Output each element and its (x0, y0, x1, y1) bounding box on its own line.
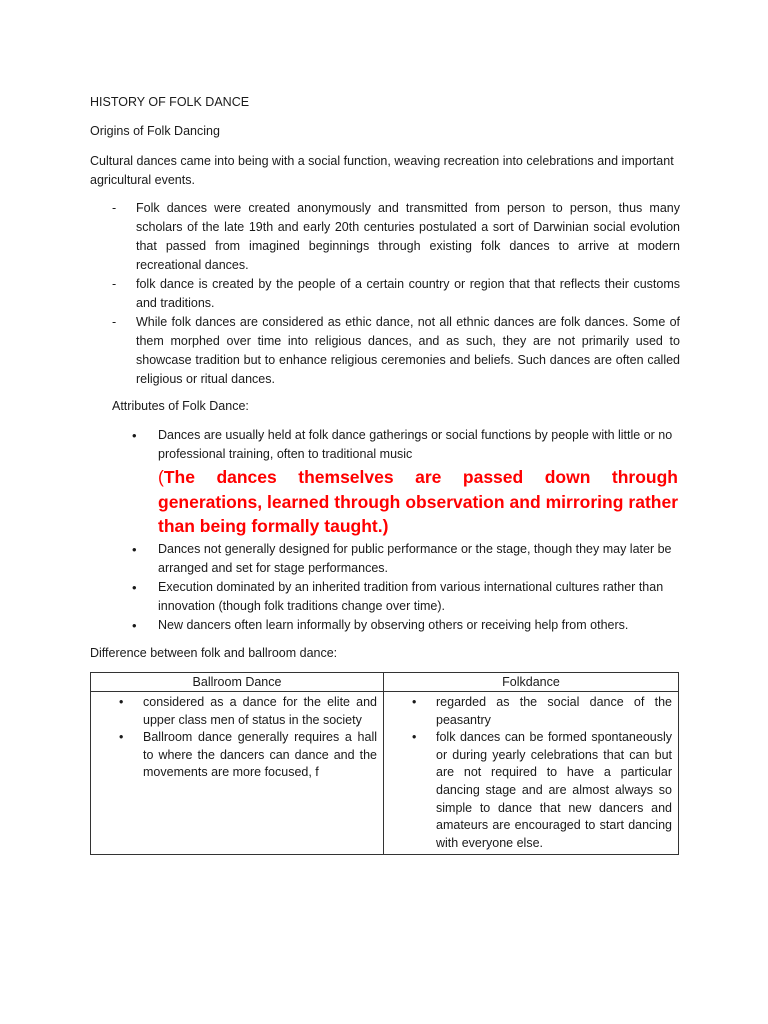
list-item: • Dances are usually held at folk dance gatherings or social functions by people with little or no professional training, often to traditional music (90, 426, 678, 464)
column-header-folkdance: Folkdance (384, 673, 679, 692)
list-item: • New dancers often learn informally by observing others or receiving help from others. (90, 616, 678, 635)
highlight-text: The dances themselves are passed down through generations, learned through observation and mirroring rather than being formally taught.) (158, 467, 678, 536)
list-item: • folk dances can be formed spontaneously or during yearly celebrations that can but are not required to have a particular dancing stage and are almost always so simple to dance that new dancers and amateurs are encouraged to start dancing with everyone else. (384, 729, 672, 852)
highlight-open-paren: ( (158, 467, 164, 487)
list-item: - While folk dances are considered as ethic dance, not all ethnic dances are folk dances. Some of them morphed over time into religious dances, and as such, they are not primarily used to showcase tradition but to enhance religious ceremonies and beliefs. Such dances are often called religious or ritual dances. (90, 313, 680, 389)
list-item: • Dances not generally designed for public performance or the stage, though they may later be arranged and set for stage performances. (90, 540, 678, 578)
folkdance-cell (384, 692, 679, 855)
list-item: • Execution dominated by an inherited tradition from various international cultures rather than innovation (though folk traditions change over time). (90, 578, 678, 616)
ballroom-bullet-list (91, 694, 377, 782)
document-title: HISTORY OF FOLK DANCE (90, 95, 250, 109)
attributes-bullet-list-continued (90, 540, 678, 635)
column-header-ballroom: Ballroom Dance (91, 673, 384, 692)
table-header-row (91, 673, 679, 692)
section-heading-difference: Difference between folk and ballroom dance: (90, 646, 338, 660)
list-item: - Folk dances were created anonymously and transmitted from person to person, thus many scholars of the late 19th and early 20th centuries postulated a sort of Darwinian social evolution that passed from imagined beginnings through existing folk dances to arrive at modern recreational dances. (90, 199, 680, 275)
list-item: • Ballroom dance generally requires a hall to where the dancers can dance and the movements are more focused, f (91, 729, 377, 782)
section-heading-attributes: Attributes of Folk Dance: (112, 399, 249, 413)
intro-paragraph: Cultural dances came into being with a social function, weaving recreation into celebrations and important agricultural events. (90, 154, 674, 187)
list-item: • regarded as the social dance of the peasantry (384, 694, 672, 729)
list-item: • considered as a dance for the elite and upper class men of status in the society (91, 694, 377, 729)
folkdance-bullet-list (384, 694, 672, 852)
highlighted-statement (158, 465, 678, 539)
list-item: - folk dance is created by the people of a certain country or region that that reflects their customs and traditions. (90, 275, 680, 313)
comparison-table (90, 672, 679, 855)
table-row (91, 692, 679, 855)
section-heading-origins: Origins of Folk Dancing (90, 124, 220, 138)
origins-dash-list (90, 199, 680, 389)
attributes-bullet-list (90, 426, 678, 464)
ballroom-cell (91, 692, 384, 855)
